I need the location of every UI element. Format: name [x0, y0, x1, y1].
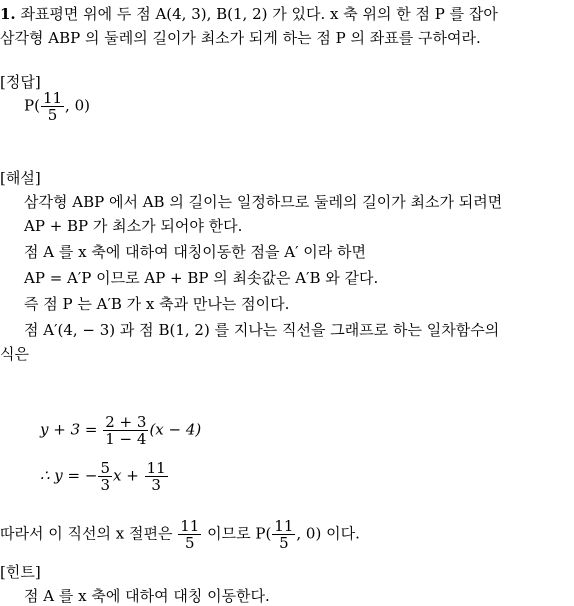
equation-2: ∴ y = − $\frac{5}{3}$ x + $\frac{11}{3}$ — [40, 459, 166, 494]
solution-line-7: 식은 — [0, 345, 29, 363]
hint-text: 점 A 를 x 축에 대하여 대칭 이동한다. — [24, 587, 270, 605]
solution-line-2: AP + BP 가 최소가 되어야 한다. — [24, 217, 243, 235]
equation-1: y + 3 = $\frac{2 + 3}{1 - 4}$ (x − 4) — [40, 413, 202, 448]
equation-1-fraction: $\frac{2 + 3}{1 - 4}$ — [105, 413, 147, 448]
solution-line-4: AP = A′P 이므로 AP + BP 의 최솟값은 A′B 와 같다. — [24, 269, 379, 287]
answer-fraction: $\frac{11}{5}$ — [42, 89, 63, 124]
problem-line-2: 삼각형 ABP 의 둘레의 길이가 최소가 되게 하는 점 P 의 좌표를 구하여라. — [0, 29, 481, 47]
solution-heading: [해설] — [0, 169, 41, 187]
solution-line-1: 삼각형 ABP 에서 AB 의 길이는 일정하므로 둘레의 길이가 최소가 되려면 — [24, 193, 503, 211]
answer-value: P( $\frac{11}{5}$ , 0) — [24, 89, 90, 124]
solution-line-3: 점 A 를 x 축에 대하여 대칭이동한 점을 A′ 이라 하면 — [24, 243, 367, 261]
solution-line-6: 점 A′(4, − 3) 과 점 B(1, 2) 를 지나는 직선을 그래프로 하는 일차함수의 — [24, 321, 500, 339]
problem-line-1 — [0, 4, 498, 24]
conclusion-line: 따라서 이 직선의 x 절편은 $\frac{11}{5}$ 이므로 P( $\frac{11}{5}$ , 0) 이다. — [0, 517, 360, 552]
answer-heading: [정답] — [0, 73, 41, 91]
hint-heading: [힌트] — [0, 563, 41, 581]
problem-number: 1. — [0, 5, 16, 23]
solution-line-5: 즉 점 P 는 A′B 가 x 축과 만나는 점이다. — [24, 295, 290, 313]
problem-text-1: 좌표평면 위에 두 점 A(4, 3), B(1, 2) 가 있다. x 축 위의 한 점 P 를 잡아 — [20, 5, 498, 23]
